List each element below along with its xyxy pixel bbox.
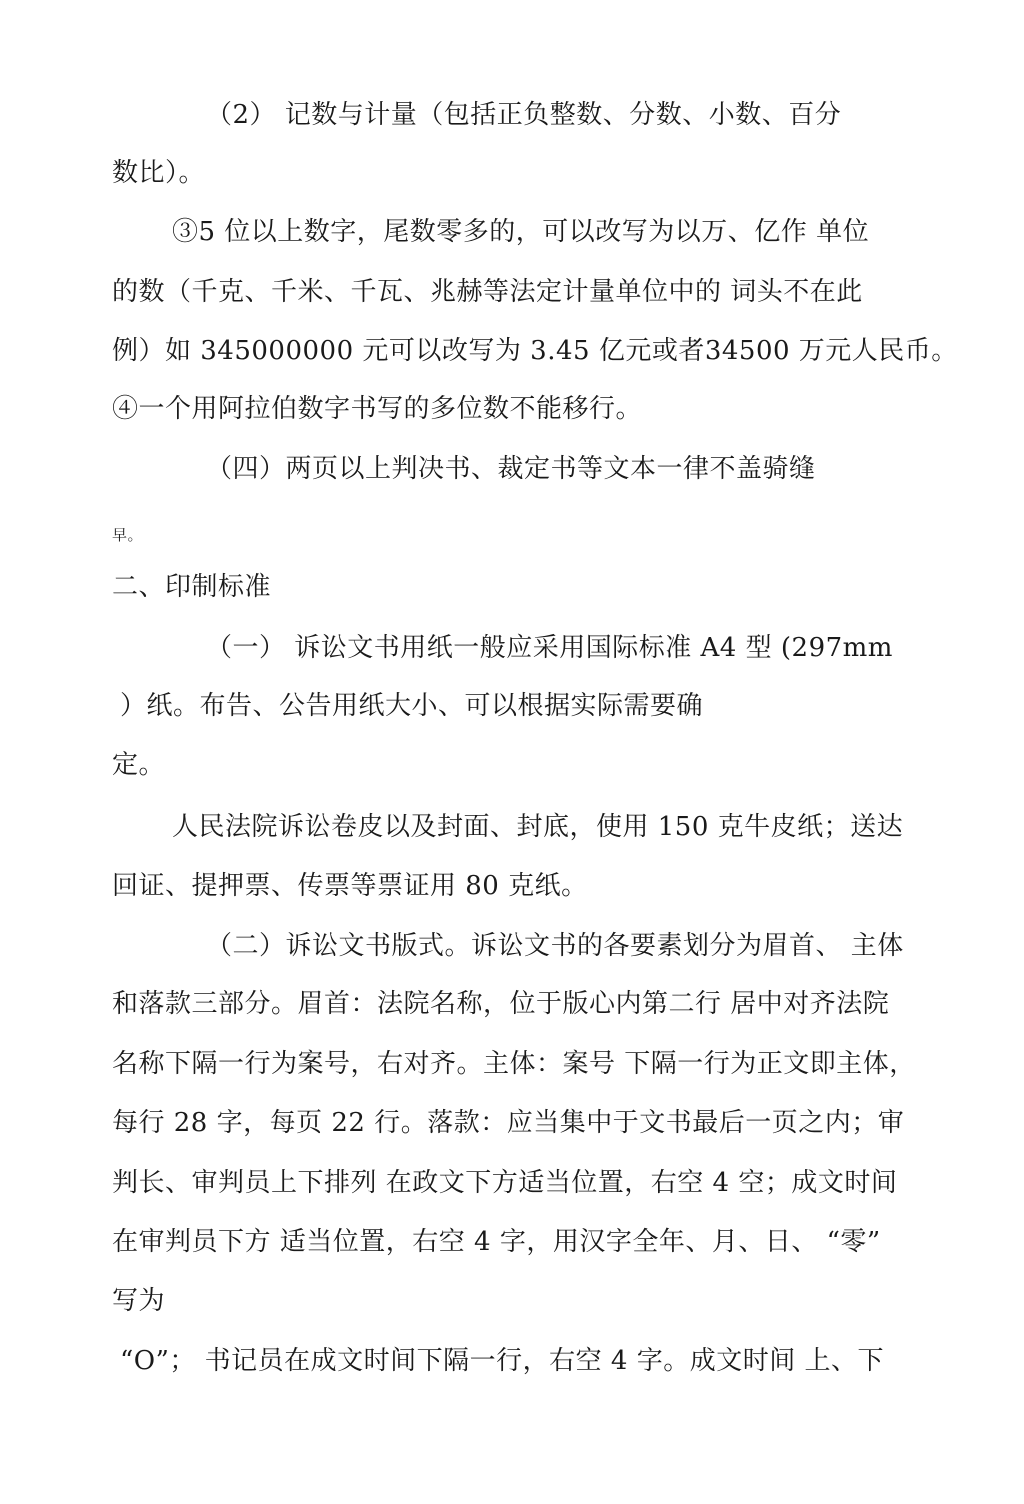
paragraph-line: “O”； 书记员在成文时间下隔一行，右空 4 字。成文时间 上、下 (120, 1346, 885, 1376)
paragraph-line: 和落款三部分。眉首：法院名称，位于版心内第二行 居中对齐法院 (112, 989, 890, 1019)
paragraph-line: ④一个用阿拉伯数字书写的多位数不能移行。 (112, 394, 643, 424)
paragraph-line: （2） 记数与计量（包括正负整数、分数、小数、百分 (206, 100, 842, 130)
paragraph-line: 定。 (112, 750, 166, 780)
paragraph-line: 数比）。 (112, 158, 206, 188)
paragraph-line: 写为 (112, 1286, 166, 1316)
paragraph-line: 例）如 345000000 元可以改写为 3.45 亿元或者34500 万元人民币。 (112, 336, 958, 366)
section-heading: 二、印制标准 (112, 572, 272, 602)
paragraph-line: 每行 28 字，每页 22 行。落款：应当集中于文书最后一页之内；审 (112, 1108, 905, 1138)
paragraph-line: 人民法院诉讼卷皮以及封面、封底，使用 150 克牛皮纸；送达 (172, 812, 904, 842)
paragraph-line: 名称下隔一行为案号，右对齐。主体：案号 下隔一行为正文即主体， (112, 1049, 916, 1079)
paragraph-line: ③5 位以上数字，尾数零多的，可以改写为以万、亿作 单位 (172, 217, 870, 247)
paragraph-line: 在审判员下方 适当位置，右空 4 字，用汉字全年、月、日、 “零” (112, 1227, 881, 1257)
paragraph-line: （一） 诉讼文书用纸一般应采用国际标准 A4 型 (297mm (206, 633, 893, 663)
paragraph-line: 判长、审判员上下排列 在政文下方适当位置，右空 4 空；成文时间 (112, 1168, 898, 1198)
paragraph-line: （四）两页以上判决书、裁定书等文本一律不盖骑缝 (206, 454, 816, 484)
paragraph-line: ）纸。布告、公告用纸大小、可以根据实际需要确 (120, 691, 704, 721)
paragraph-line: 回证、提押票、传票等票证用 80 克纸。 (112, 871, 588, 901)
paragraph-line: 的数（千克、千米、千瓦、兆赫等法定计量单位中的 词头不在此 (112, 277, 863, 307)
paragraph-line: （二）诉讼文书版式。诉讼文书的各要素划分为眉首、 主体 (206, 931, 904, 961)
paragraph-line: 早。 (112, 526, 144, 544)
